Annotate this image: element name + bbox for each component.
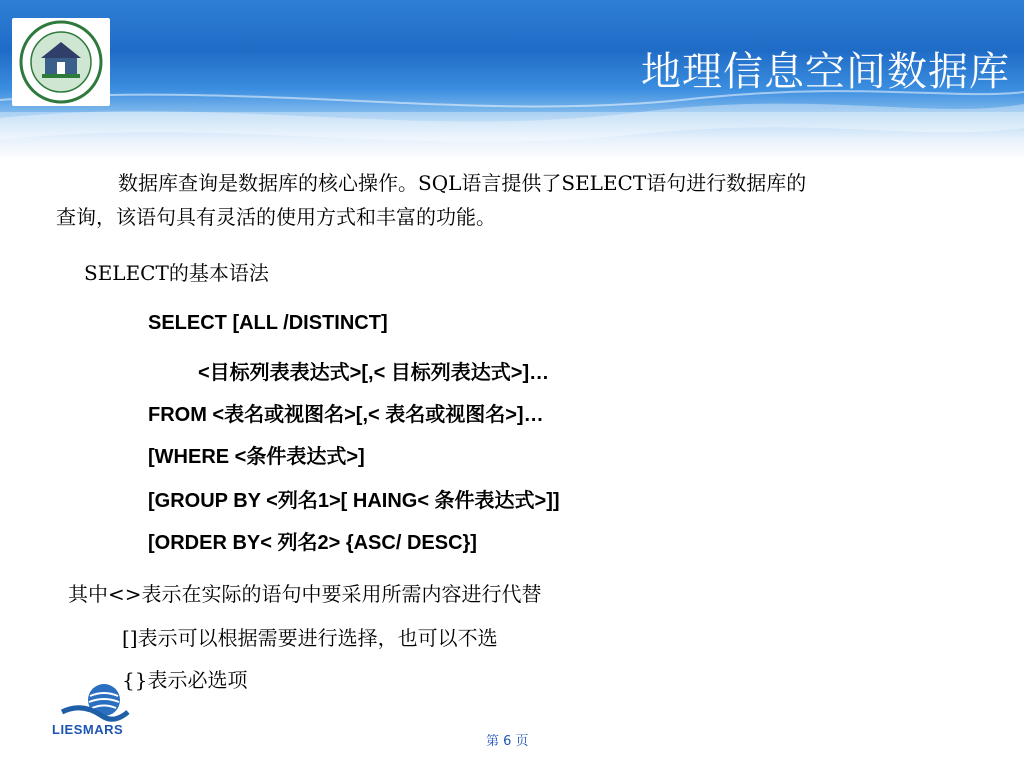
- note-square-brackets: []表示可以根据需要进行选择，也可以不选: [122, 626, 498, 650]
- syntax-select-line: SELECT [ALL /DISTINCT]: [148, 312, 388, 334]
- syntax-group-by-line: [GROUP BY <列名1>[ HAING< 条件表达式>]]: [148, 490, 560, 512]
- liesmars-logo-text: LIESMARS: [52, 722, 124, 737]
- syntax-target-list-line: <目标列表表达式>[,< 目标列表达式>]…: [198, 362, 550, 384]
- syntax-from-line: FROM <表名或视图名>[,< 表名或视图名>]…: [148, 404, 544, 426]
- university-seal-icon: [12, 18, 110, 106]
- intro-paragraph-line-1: 数据库查询是数据库的核心操作。SQL语言提供了SELECT语句进行数据库的: [118, 171, 807, 195]
- slide-title: 地理信息空间数据库: [641, 49, 1010, 95]
- syntax-order-by-line: [ORDER BY< 列名2> {ASC/ DESC}]: [148, 532, 477, 554]
- intro-paragraph-line-2: 查询，该语句具有灵活的使用方式和丰富的功能。: [56, 205, 496, 229]
- note-curly-braces: {}表示必选项: [122, 668, 248, 692]
- syntax-heading: SELECT的基本语法: [84, 261, 269, 285]
- page-number: 第 6 页: [486, 734, 529, 749]
- syntax-where-line: [WHERE <条件表达式>]: [148, 446, 365, 468]
- note-angle-brackets: 其中<>表示在实际的语句中要采用所需内容进行代替: [68, 582, 542, 606]
- liesmars-logo: [52, 676, 142, 746]
- university-logo: [12, 18, 110, 106]
